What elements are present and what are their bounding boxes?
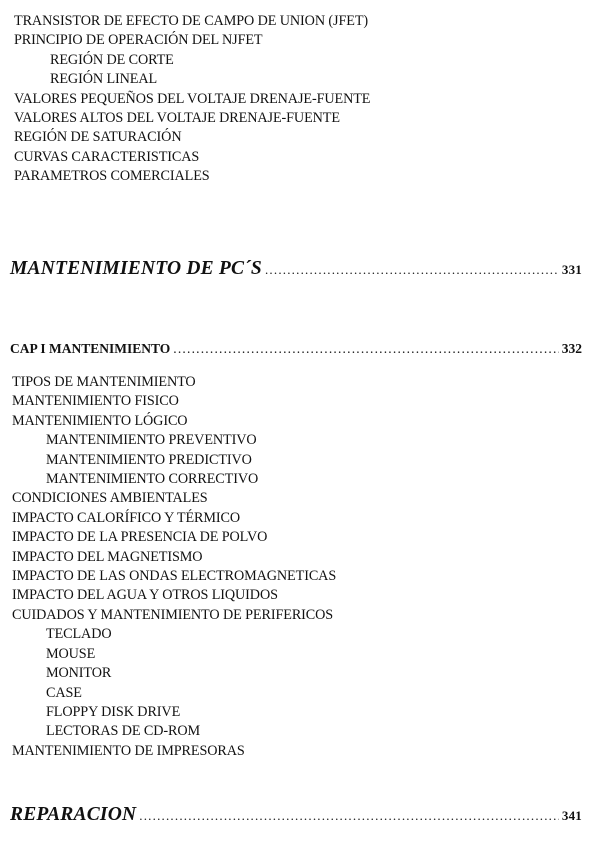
toc-subentry: TECLADO <box>46 626 112 643</box>
chapter-heading-cap1 <box>10 341 582 357</box>
toc-entry: IMPACTO DE LAS ONDAS ELECTROMAGNETICAS <box>12 568 337 585</box>
toc-entry: CONDICIONES AMBIENTALES <box>12 490 208 507</box>
toc-entry: PARAMETROS COMERCIALES <box>14 168 210 185</box>
toc-entry: MANTENIMIENTO FISICO <box>12 393 179 410</box>
toc-subentry: MONITOR <box>46 665 112 682</box>
dot-leader <box>265 262 559 278</box>
page-number: 341 <box>561 808 582 823</box>
toc-subentry: MOUSE <box>46 645 96 662</box>
toc-list-mantenimiento <box>12 373 336 761</box>
toc-entry: MANTENIMIENTO DE IMPRESORAS <box>12 742 245 759</box>
toc-entry: VALORES PEQUEÑOS DEL VOLTAJE DRENAJE-FUENTE <box>14 90 371 107</box>
toc-subentry: REGIÓN DE CORTE <box>50 51 174 68</box>
toc-entry: TRANSISTOR DE EFECTO DE CAMPO DE UNION (JFET) <box>14 13 369 29</box>
toc-entry: TIPOS DE MANTENIMIENTO <box>12 374 196 390</box>
page-number: 332 <box>561 341 582 356</box>
toc-entry: IMPACTO DE LA PRESENCIA DE POLVO <box>12 529 268 546</box>
toc-subentry: FLOPPY DISK DRIVE <box>46 703 181 720</box>
toc-subentry: CASE <box>46 684 82 701</box>
toc-subentry: LECTORAS DE CD-ROM <box>46 723 201 740</box>
toc-entry: IMPACTO DEL AGUA Y OTROS LIQUIDOS <box>12 587 278 604</box>
toc-subentry: REGIÓN LINEAL <box>50 71 158 88</box>
toc-entry: CUIDADOS Y MANTENIMIENTO DE PERIFERICOS <box>12 606 334 623</box>
toc-entry: IMPACTO DEL MAGNETISMO <box>12 548 203 565</box>
chapter-title: CAP I MANTENIMIENTO <box>10 341 171 356</box>
toc-list-jfet <box>14 12 370 187</box>
dot-leader <box>139 808 559 824</box>
dot-leader <box>173 341 558 357</box>
page-number: 331 <box>561 262 582 277</box>
section-title: REPARACION <box>10 804 137 825</box>
toc-entry: CURVAS CARACTERISTICAS <box>14 148 200 165</box>
section-title: MANTENIMIENTO DE PC´S <box>10 258 262 279</box>
toc-entry: PRINCIPIO DE OPERACIÓN DEL NJFET <box>14 32 263 49</box>
toc-subentry: MANTENIMIENTO CORRECTIVO <box>46 471 259 488</box>
section-heading-mantenimiento <box>10 258 582 280</box>
section-heading-reparacion <box>10 804 582 826</box>
toc-subentry: MANTENIMIENTO PREDICTIVO <box>46 451 252 468</box>
toc-entry: IMPACTO CALORÍFICO Y TÉRMICO <box>12 509 241 526</box>
toc-subentry: MANTENIMIENTO PREVENTIVO <box>46 432 257 449</box>
toc-entry: MANTENIMIENTO LÓGICO <box>12 412 188 429</box>
toc-entry: REGIÓN DE SATURACIÓN <box>14 129 182 146</box>
toc-entry: VALORES ALTOS DEL VOLTAJE DRENAJE-FUENTE <box>14 110 340 127</box>
